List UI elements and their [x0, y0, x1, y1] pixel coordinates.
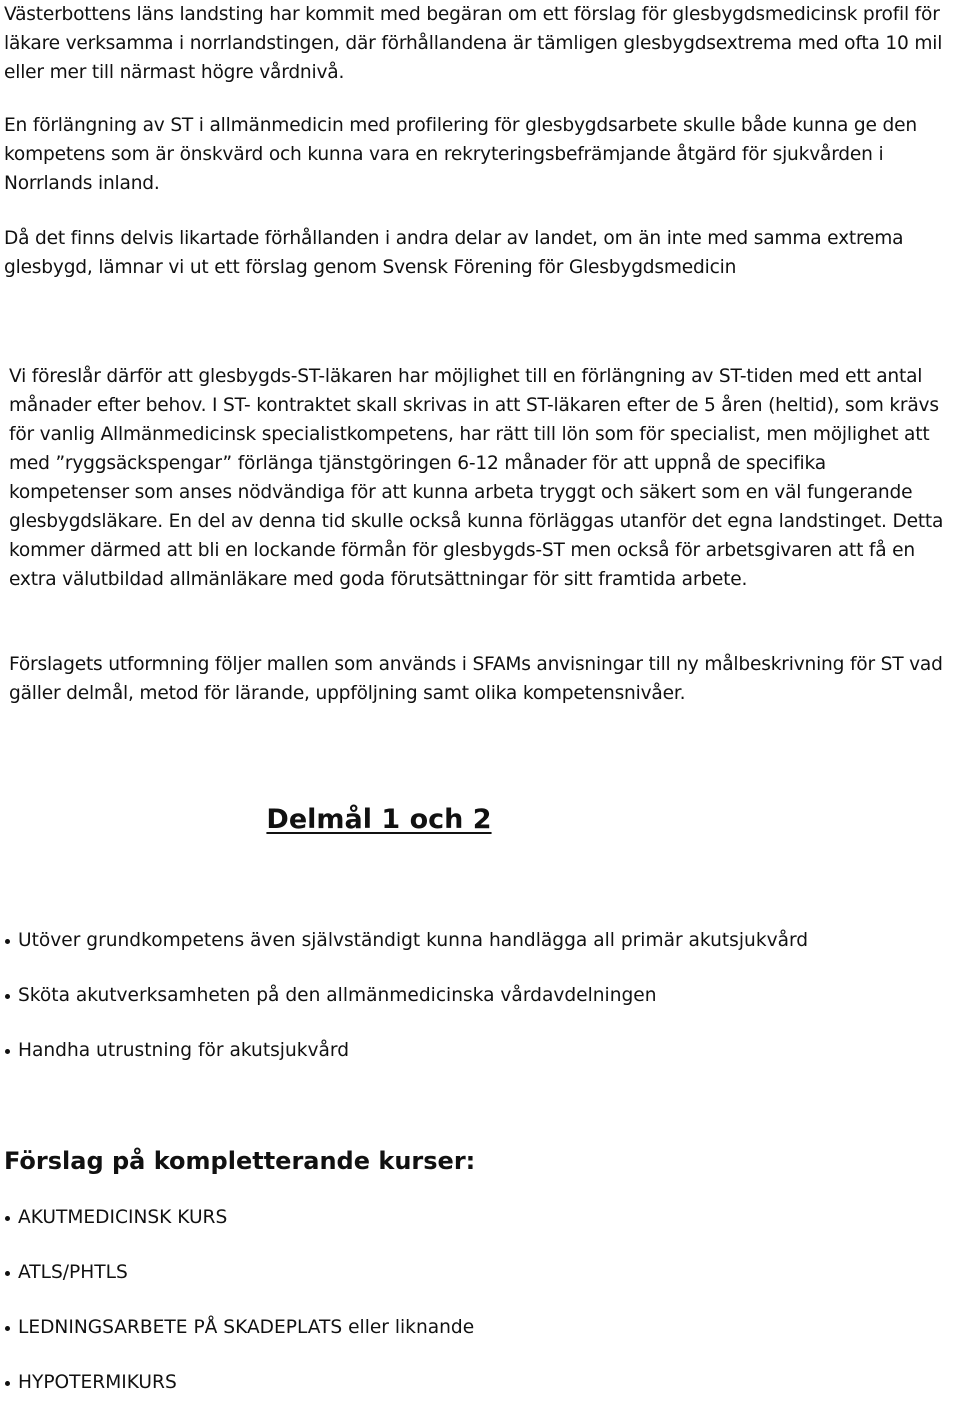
list-item — [4, 1368, 954, 1397]
extension-paragraph: En förlängning av ST i allmänmedicin med profilering för glesbygdsarbete skulle både kunna ge den kompetens som är önskvärd och kunna vara en rekryteringsbefrämjande åtgärd för sjukvården i Norrlands inland. — [4, 115, 917, 194]
goals-list — [4, 926, 954, 1091]
bullet-icon — [5, 1271, 10, 1276]
list-item-text: Handha utrustning för akutsjukvård — [18, 1040, 350, 1061]
bullet-icon — [5, 939, 10, 944]
list-item-text: HYPOTERMIKURS — [18, 1372, 177, 1393]
list-item — [4, 1036, 954, 1065]
list-item-text: Utöver grundkompetens även självständigt kunna handlägga all primär akutsjukvård — [18, 930, 809, 951]
list-item — [4, 926, 954, 955]
association-paragraph: Då det finns delvis likartade förhållanden i andra delar av landet, om än inte med samma extrema glesbygd, lämnar vi ut ett förslag genom Svensk Förening för Glesbygdsmedicin — [4, 228, 904, 278]
courses-heading: Förslag på kompletterande kurser: — [4, 1147, 476, 1175]
list-item-text: AKUTMEDICINSK KURS — [18, 1207, 228, 1228]
list-item — [4, 1258, 954, 1287]
list-item — [4, 1313, 954, 1342]
bullet-icon — [5, 994, 10, 999]
proposal-paragraph: Vi föreslår därför att glesbygds-ST-läkaren har möjlighet till en förlängning av ST-tiden med ett antal månader efter behov. I ST- kontraktet skall skrivas in att ST-läkaren efter de 5 åren (heltid), som krävs för vanlig Allmänmedicinsk specialistkompetens, har rätt till lön som för specialist, men möjlighet att med ”ryggsäckspengar” förlänga tjänstgöringen 6-12 månader för att uppnå de specifika kompetenser som anses nödvändiga för att kunna arbeta tryggt och säkert som en väl fungerande glesbygdsläkare. En del av denna tid skulle också kunna förläggas utanför det egna landstinget. Detta kommer därmed att bli en lockande förmån för glesbygds-ST men också för arbetsgivaren att få en extra välutbildad allmänläkare med goda förutsättningar för sitt framtida arbete. — [9, 366, 944, 590]
intro-paragraph: Västerbottens läns landsting har kommit med begäran om ett förslag för glesbygdsmedicinsk profil för läkare verksamma i norrlandstingen, där förhållandena är tämligen glesbygdsextrema med ofta 10 mil eller mer till närmast högre vårdnivå. — [4, 4, 943, 83]
courses-list — [4, 1203, 954, 1423]
bullet-icon — [5, 1216, 10, 1221]
goals-heading: Delmål 1 och 2 — [266, 804, 492, 835]
template-paragraph: Förslagets utformning följer mallen som används i SFAMs anvisningar till ny målbeskrivning för ST vad gäller delmål, metod för lärande, uppföljning samt olika kompetensnivåer. — [9, 654, 943, 704]
list-item — [4, 1203, 954, 1232]
bullet-icon — [5, 1381, 10, 1386]
list-item-text: ATLS/PHTLS — [18, 1262, 128, 1283]
list-item-text: LEDNINGSARBETE PÅ SKADEPLATS eller liknande — [18, 1317, 475, 1338]
bullet-icon — [5, 1326, 10, 1331]
bullet-icon — [5, 1049, 10, 1054]
list-item-text: Sköta akutverksamheten på den allmänmedicinska vårdavdelningen — [18, 985, 657, 1006]
list-item — [4, 981, 954, 1010]
